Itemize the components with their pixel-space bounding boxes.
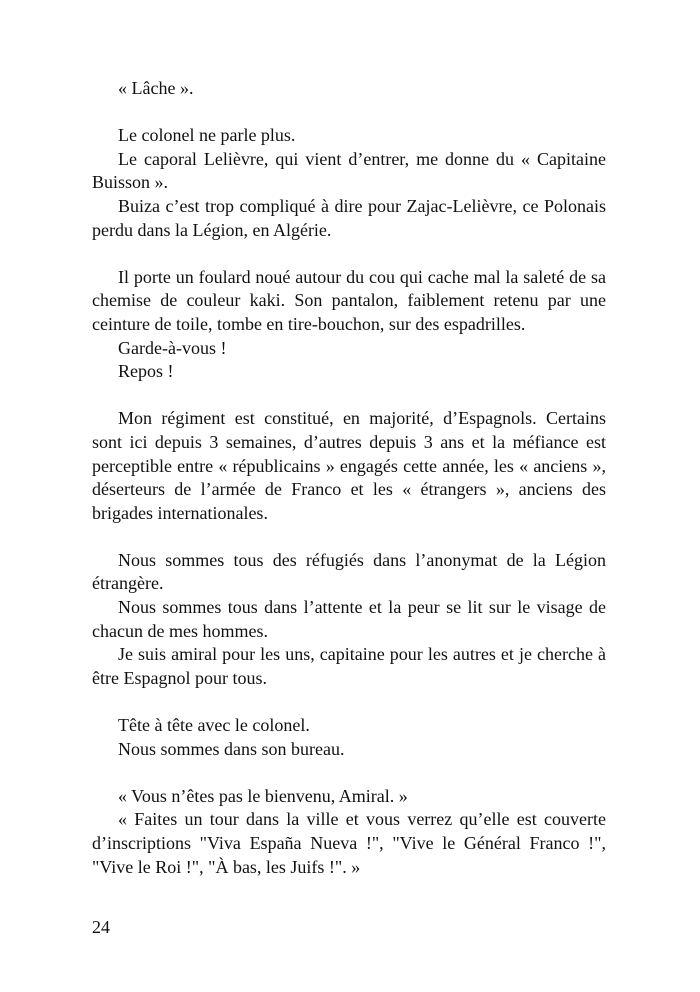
paragraph: « Faites un tour dans la ville et vous verrez qu’elle est couverte d’inscriptions "Viva España Nueva !", "Vive le Général Franco !", "Vive le Roi !", "À bas, les Juifs !". » xyxy=(92,809,606,877)
page-number: 24 xyxy=(92,917,110,937)
blank-line xyxy=(92,761,606,785)
blank-line xyxy=(92,101,606,125)
blank-line xyxy=(92,690,606,714)
paragraph: Mon régiment est constitué, en majorité, d’Espagnols. Certains sont ici depuis 3 semaines, d’autres depuis 3 ans et la méfiance est perceptible entre « républicains » engagés cette année, les « anciens », déserteurs de l’armée de Franco et les « étrangers », anciens des brigades internationales. xyxy=(92,408,606,523)
paragraph: Buiza c’est trop compliqué à dire pour Zajac-Lelièvre, ce Polonais perdu dans la Légion, en Algérie. xyxy=(92,195,606,240)
blank-line xyxy=(92,384,606,408)
page-body-text xyxy=(92,77,606,879)
paragraph: Nous sommes tous des réfugiés dans l’anonymat de la Légion étrangère. xyxy=(92,549,606,594)
blank-line xyxy=(92,242,606,266)
paragraph: Tête à tête avec le colonel. xyxy=(118,715,310,736)
paragraph: Je suis amiral pour les uns, capitaine pour les autres et je cherche à être Espagnol pour tous. xyxy=(92,644,606,688)
paragraph: « Lâche ». xyxy=(118,78,194,98)
paragraph: Garde-à-vous ! xyxy=(118,337,227,358)
paragraph: Nous sommes tous dans l’attente et la peur se lit sur le visage de chacun de mes hommes. xyxy=(92,597,606,641)
paragraph: « Vous n’êtes pas le bienvenu, Amiral. » xyxy=(118,785,408,806)
paragraph: Nous sommes dans son bureau. xyxy=(118,738,345,759)
paragraph: Le colonel ne parle plus. xyxy=(118,125,296,146)
paragraph: Le caporal Lelièvre, qui vient d’entrer, me donne du « Capitaine Buisson ». xyxy=(92,148,606,193)
paragraph: Repos ! xyxy=(118,361,174,382)
blank-line xyxy=(92,525,606,549)
paragraph: Il porte un foulard noué autour du cou qui cache mal la saleté de sa chemise de couleur kaki. Son pantalon, faiblement retenu par une ceinture de toile, tombe en tire-bouchon, sur des espadrilles. xyxy=(92,266,606,334)
